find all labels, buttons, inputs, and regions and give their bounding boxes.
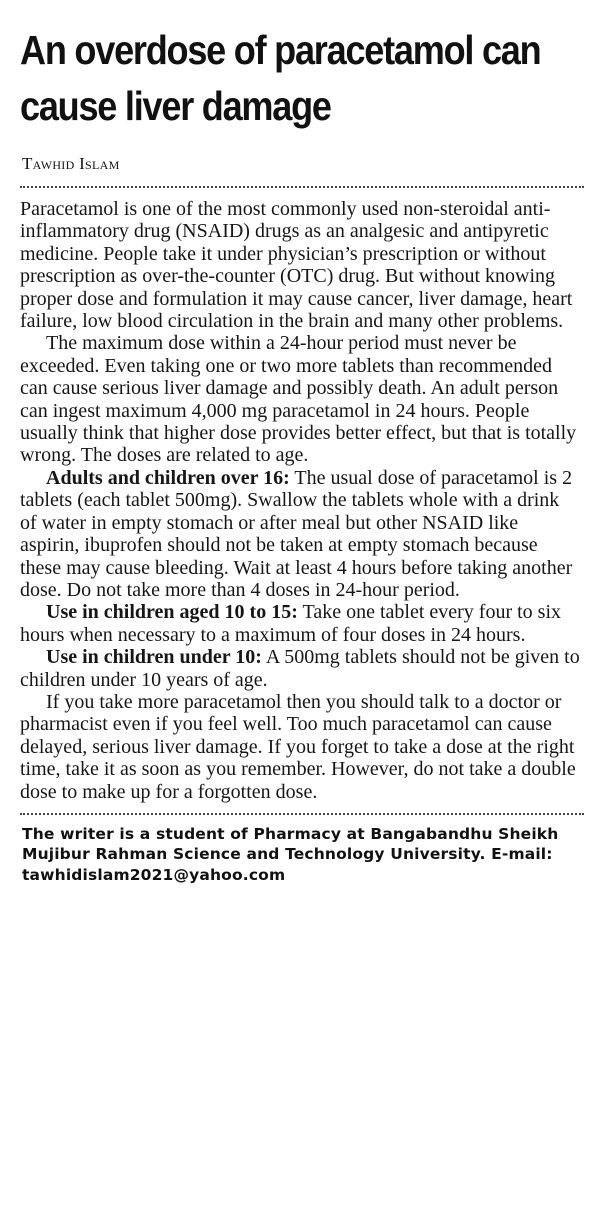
paragraph-text: The usual dose of paracetamol is 2 tablets (each tablet 500mg). Swallow the tablets whole with a drink of water in empty stomach or after meal but other NSAID like aspirin, ibuprofen should not be taken at empty stomach because these may cause bleeding. Wait at least 4 hours before taking another dose. Do not take more than 4 doses in 24-hour period. [20, 466, 573, 601]
paragraph-text: A 500mg tablets should not be given to children under 10 years of age. [20, 646, 580, 691]
author-note: The writer is a student of Pharmacy at Bangabandhu Sheikh Mujibur Rahman Science and Technology University. E-mail: tawhidislam2021@yahoo.com [22, 824, 559, 884]
article [20, 22, 588, 885]
paragraph [20, 198, 580, 332]
headline: An overdose of paracetamol can cause liver damage [20, 27, 541, 129]
paragraph-lead: Use in children under 10: [46, 646, 262, 669]
paragraph-lead: Use in children aged 10 to 15: [46, 601, 298, 624]
bottom-dotted-divider [20, 813, 584, 815]
article-body [20, 198, 580, 803]
top-dotted-divider [20, 186, 584, 188]
paragraph-text: The maximum dose within a 24-hour period must never be exceeded. Even taking one or two more tablets than recommended can cause serious liver damage and possibly death. An adult person can ingest maximum 4,000 mg paracetamol in 24 hours. People usually think that higher dose provides better effect, but that is totally wrong. The doses are related to age. [20, 332, 577, 467]
paragraph-text: Paracetamol is one of the most commonly used non-steroidal anti-inflammatory drug (NSAID) drugs as an analgesic and antipyretic medicine. People take it under physician’s prescription or without prescription as over-the-counter (OTC) drug. But without knowing proper dose and formulation it may cause cancer, liver damage, heart failure, low blood circulation in the brain and many other problems. [20, 198, 573, 333]
paragraph-lead: Adults and children over 16: [46, 466, 290, 489]
paragraph [20, 332, 580, 466]
paragraph-text: Take one tablet every four to six hours when necessary to a maximum of four doses in 24 hours. [20, 601, 562, 646]
paragraph [20, 601, 580, 646]
byline: Tawhid Islam [22, 154, 120, 173]
paragraph [20, 467, 580, 601]
paragraph [20, 691, 580, 803]
paragraph [20, 646, 580, 691]
paragraph-text: If you take more paracetamol then you should talk to a doctor or pharmacist even if you feel well. Too much paracetamol can cause delayed, serious liver damage. If you forget to take a dose at the right time, take it as soon as you remember. However, do not take a double dose to make up for a forgotten dose. [20, 690, 576, 803]
